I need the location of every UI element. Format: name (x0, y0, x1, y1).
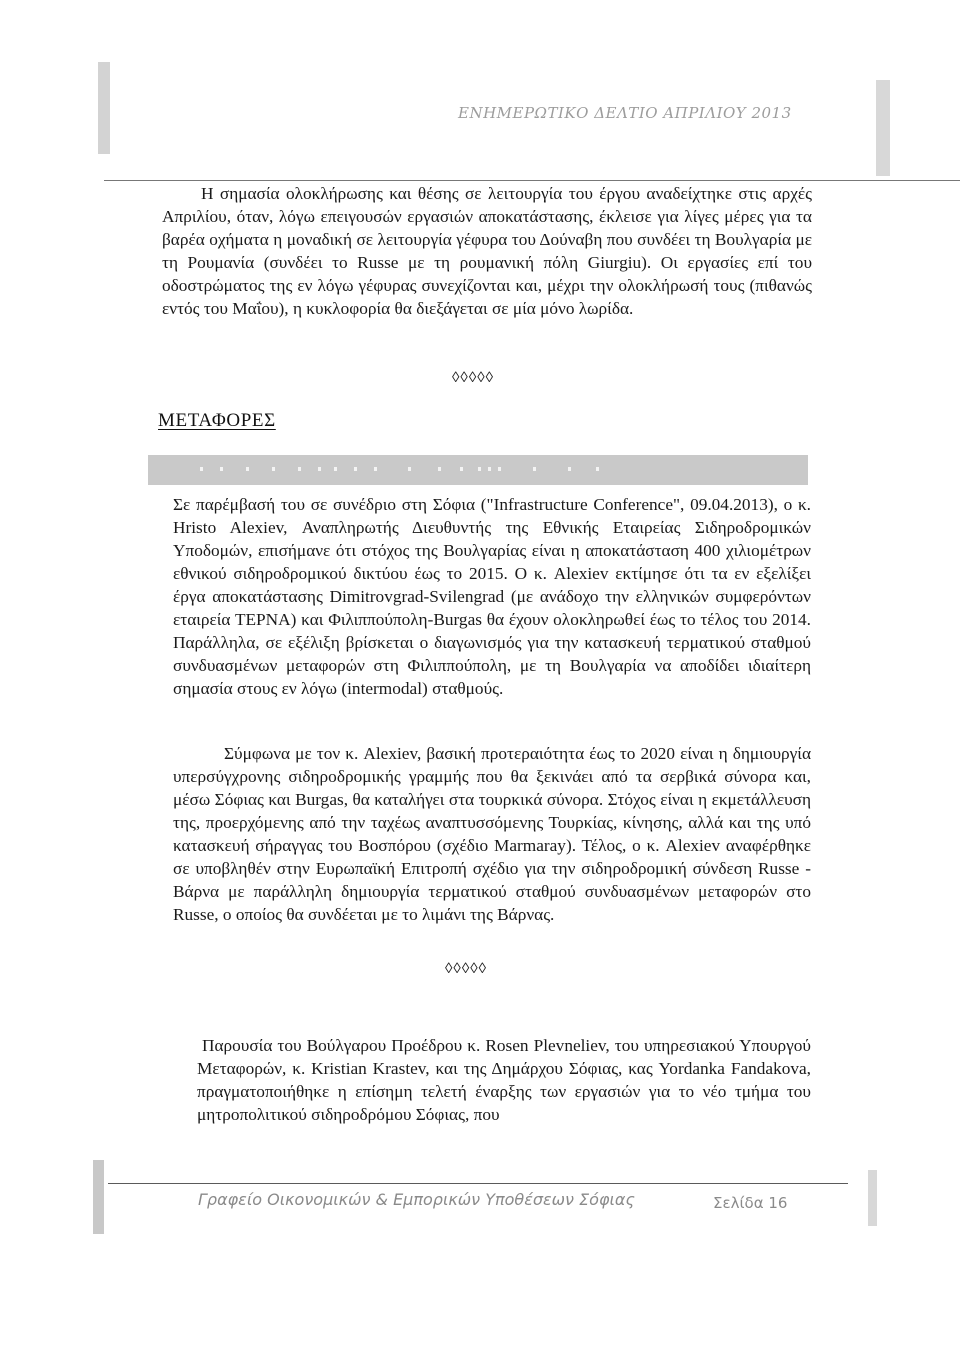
footer-divider (108, 1183, 848, 1184)
section-divider-mark: ◊◊◊◊◊ (445, 961, 488, 977)
footer-page-number: Σελίδα 16 (713, 1194, 788, 1212)
paragraph-alexiev-conference: Σε παρέμβασή του σε συνέδριο στη Σόφια ("Infrastructure Conference", 09.04.2013), ο κ. Hristo Alexiev, Αναπληρωτής Διευθυντής της Εθνικής Εταιρείας Σιδηροδρομικών Υποδομών, επισήμανε ότι στόχος της Βουλγαρίας είναι η αποκατάσταση 400 χιλιομέτρων εθνικού σιδηροδρομικού δικτύου έως το 2015. Ο κ. Alexiev εκτίμησε ότι τα εν εξελίξει έργα αποκατάστασης Dimitrovgrad-Svilengrad (με ανάδοχο την ελληνικών συμφερόντων εταιρεία ΤΕΡΝΑ) και Φιλιππούπολη-Burgas θα έχουν ολοκληρωθεί έως το τέλος του 2014. Παράλληλα, σε εξέλιξη βρίσκεται ο διαγωνισμός για την κατασκευή τερματικού σταθμού συνδυασμένων μεταφορών στη Φιλιππούπολη, με τη Βουλγαρία να αποδίδει ιδιαίτερη σημασία στους εν λόγω (intermodal) σταθμούς. (173, 495, 811, 698)
header-divider (104, 180, 960, 181)
scan-grey-band (148, 455, 808, 485)
footer-office-name: Γραφείο Οικονομικών & Εμπορικών Υποθέσεων Σόφιας (198, 1190, 635, 1209)
scan-margin-mark (868, 1170, 877, 1226)
paragraph-plevneliev: Παρουσία του Βούλγαρου Προέδρου κ. Rosen Plevneliev, του υπηρεσιακού Υπουργού Μεταφορών, κ. Kristian Krastev, και της Δημάρχου Σόφιας, κας Yordanka Fandakova, πραγματοποιήθηκε η επίσημη τελετή έναρξης των εργασιών για το νέο τμήμα του μητροπολιτικού σιδηροδρόμου Σόφιας, που (197, 1036, 811, 1124)
scan-margin-mark (876, 80, 890, 176)
header-title: ΕΝΗΜΕΡΩΤΙΚΟ ΔΕΛΤΙΟ ΑΠΡΙΛΙΟΥ 2013 (458, 104, 792, 122)
paragraph-alexiev-priority: Σύμφωνα με τον κ. Alexiev, βασική προτεραιότητα έως το 2020 είναι η δημιουργία υπερσύγχρονης σιδηροδρομικής γραμμής που θα ξεκινάει από τα σερβικά σύνορα και, μέσω Σόφιας και Burgas, θα καταλήγει στα τουρκικά σύνορα. Στόχος είναι η εκμετάλλευση της, προερχόμενης από την ταχέως αναπτυσσόμενης Τουρκίας, κίνησης, αλλά και της υπό κατασκευή σήραγγας του Βοσπόρου (σχέδιο Marmaray). Τέλος, ο κ. Alexiev αναφέρθηκε σε υποβληθέν στην Ευρωπαϊκή Επιτροπή σχέδιο για την σιδηροδρομική σύνδεση Russe - Βάρνα με παράλληλη δημιουργία τερματικού σταθμού συνδυασμένων μεταφορών στο Russe, ο οποίος θα συνδέεται με το λιμάνι της Βάρνας. (173, 744, 811, 924)
scan-margin-mark (93, 1160, 104, 1234)
section-divider-mark: ◊◊◊◊◊ (452, 370, 495, 386)
section-heading: ΜΕΤΑΦΟΡΕΣ (158, 410, 276, 431)
scan-margin-mark (98, 62, 110, 154)
paragraph-bridge: Η σημασία ολοκλήρωσης και θέσης σε λειτουργία του έργου αναδείχτηκε στις αρχές Απριλίου, όταν, λόγω επειγουσών εργασιών αποκατάστασης, έκλεισε για λίγες μέρες για τα βαρέα οχήματα η μοναδική σε λειτουργία γέφυρα του Δούναβη που συνδέει τη Βουλγαρία με τη Ρουμανία (συνδέει το Russe με τη ρουμανική πόλη Giurgiu). Οι εργασίες επί του οδοστρώματος της εν λόγω γέφυρας συνεχίζονται και, μέχρι την ολοκλήρωσή τους (πιθανώς εντός του Μαΐου), η κυκλοφορία θα διεξάγεται σε μία μόνο λωρίδα. (162, 184, 812, 318)
